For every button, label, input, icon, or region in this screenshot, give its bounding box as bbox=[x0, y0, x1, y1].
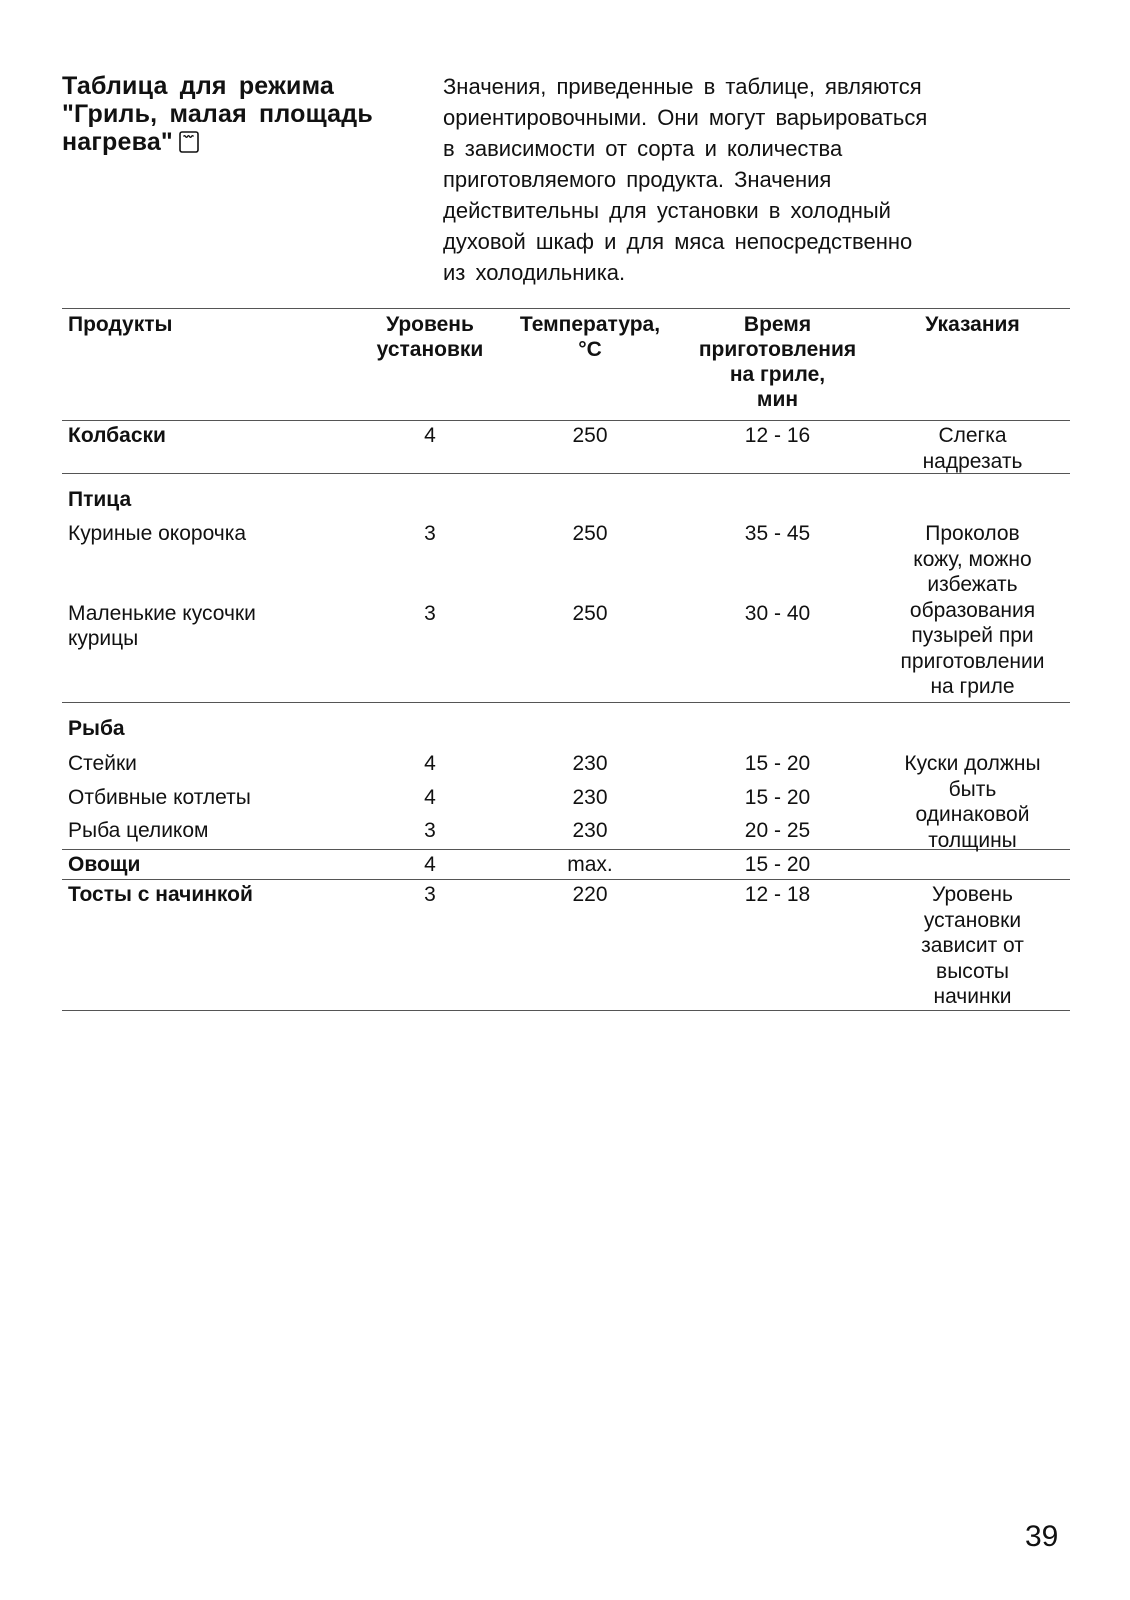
time-cell: 20 - 25 bbox=[744, 819, 811, 842]
header-time-line: мин bbox=[756, 388, 799, 411]
note-line: приготовлении bbox=[900, 649, 1045, 673]
header-products: Продукты bbox=[68, 313, 173, 336]
note-line: одинаковой bbox=[915, 803, 1030, 826]
level-cell: 4 bbox=[424, 853, 436, 876]
level-cell: 3 bbox=[424, 883, 436, 906]
header-level-line: Уровень bbox=[386, 313, 474, 336]
title-line: "Гриль, малая площадь bbox=[62, 100, 373, 128]
temperature-cell: 230 bbox=[572, 752, 608, 775]
notes-cell bbox=[875, 423, 1070, 474]
header-temperature-line: Температура, bbox=[519, 313, 661, 336]
intro-line: из холодильника. bbox=[443, 260, 626, 285]
group-heading-fish: Рыба bbox=[68, 717, 125, 740]
notes-cell bbox=[875, 882, 1070, 1010]
product-line: курицы bbox=[68, 627, 139, 650]
intro-line: приготовляемого продукта. Значения bbox=[443, 167, 832, 192]
time-cell: 15 - 20 bbox=[744, 752, 811, 775]
level-cell: 4 bbox=[424, 752, 436, 775]
title-line-text: нагрева" bbox=[62, 128, 173, 156]
table-row-rule bbox=[62, 702, 1070, 703]
product-line: Маленькие кусочки bbox=[68, 602, 256, 625]
level-cell: 4 bbox=[424, 786, 436, 809]
product-cell: Куриные окорочка bbox=[68, 522, 247, 545]
intro-line: в зависимости от сорта и количества bbox=[443, 136, 843, 161]
temperature-cell: 230 bbox=[572, 786, 608, 809]
product-cell: Овощи bbox=[68, 853, 141, 876]
time-cell: 15 - 20 bbox=[744, 853, 811, 876]
note-line: на гриле bbox=[930, 675, 1015, 698]
level-cell: 3 bbox=[424, 819, 436, 842]
temperature-cell: 230 bbox=[572, 819, 608, 842]
intro-paragraph bbox=[443, 71, 1023, 288]
intro-line: ориентировочными. Они могут варьироваться bbox=[443, 105, 928, 130]
intro-line: Значения, приведенные в таблице, являются bbox=[443, 74, 922, 99]
temperature-cell: 250 bbox=[572, 522, 608, 545]
intro-line: духовой шкаф и для мяса непосредственно bbox=[443, 229, 913, 254]
note-line: Уровень bbox=[932, 883, 1013, 906]
note-line: Проколов bbox=[925, 522, 1020, 545]
intro-line: действительны для установки в холодный bbox=[443, 198, 891, 223]
section-title bbox=[62, 72, 407, 156]
note-line: толщины bbox=[928, 828, 1017, 852]
notes-cell bbox=[875, 521, 1070, 700]
header-time bbox=[680, 312, 875, 412]
note-line: начинки bbox=[933, 985, 1012, 1008]
time-cell: 12 - 16 bbox=[744, 424, 811, 447]
notes-cell bbox=[875, 751, 1070, 853]
time-cell: 15 - 20 bbox=[744, 786, 811, 809]
note-line: быть bbox=[948, 777, 997, 801]
level-cell: 3 bbox=[424, 522, 436, 545]
temperature-cell: 250 bbox=[572, 602, 608, 625]
header-notes: Указания bbox=[925, 313, 1020, 336]
page-number: 39 bbox=[1025, 1520, 1059, 1553]
product-cell: Колбаски bbox=[68, 424, 166, 447]
temperature-cell: max. bbox=[567, 853, 613, 876]
product-cell bbox=[68, 601, 256, 651]
note-line: зависит от bbox=[921, 934, 1024, 957]
time-cell: 12 - 18 bbox=[744, 883, 811, 906]
product-cell: Рыба целиком bbox=[68, 819, 209, 842]
product-cell: Отбивные котлеты bbox=[68, 786, 251, 809]
product-cell: Стейки bbox=[68, 752, 137, 775]
note-line: пузырей при bbox=[911, 624, 1034, 647]
header-time-line: приготовления bbox=[698, 338, 857, 361]
header-level bbox=[370, 312, 490, 362]
title-line bbox=[62, 128, 407, 156]
grill-small-area-icon bbox=[179, 131, 199, 153]
note-line: кожу, можно bbox=[913, 547, 1032, 571]
temperature-cell: 250 bbox=[572, 424, 608, 447]
note-line: высоты bbox=[936, 959, 1009, 983]
header-time-line: Время bbox=[743, 313, 812, 336]
header-temperature bbox=[510, 312, 670, 362]
time-cell: 30 - 40 bbox=[744, 602, 811, 625]
header-temperature-line: °C bbox=[578, 338, 602, 361]
table-header-rule bbox=[62, 420, 1070, 421]
level-cell: 3 bbox=[424, 602, 436, 625]
table-bottom-rule bbox=[62, 1010, 1070, 1011]
note-line: надрезать bbox=[922, 449, 1023, 473]
temperature-cell: 220 bbox=[572, 883, 608, 906]
title-line: Таблица для режима bbox=[62, 72, 335, 100]
product-cell: Тосты с начинкой bbox=[68, 883, 253, 906]
note-line: избежать bbox=[927, 573, 1018, 596]
group-heading-poultry: Птица bbox=[68, 488, 132, 511]
table-top-rule bbox=[62, 308, 1070, 309]
note-line: Слегка bbox=[938, 424, 1007, 447]
table-row-rule bbox=[62, 879, 1070, 880]
note-line: установки bbox=[923, 908, 1022, 932]
time-cell: 35 - 45 bbox=[744, 522, 811, 545]
note-line: Куски должны bbox=[904, 752, 1041, 775]
header-level-line: установки bbox=[376, 338, 484, 361]
level-cell: 4 bbox=[424, 424, 436, 447]
header-time-line: на гриле, bbox=[729, 363, 826, 386]
note-line: образования bbox=[909, 598, 1036, 622]
